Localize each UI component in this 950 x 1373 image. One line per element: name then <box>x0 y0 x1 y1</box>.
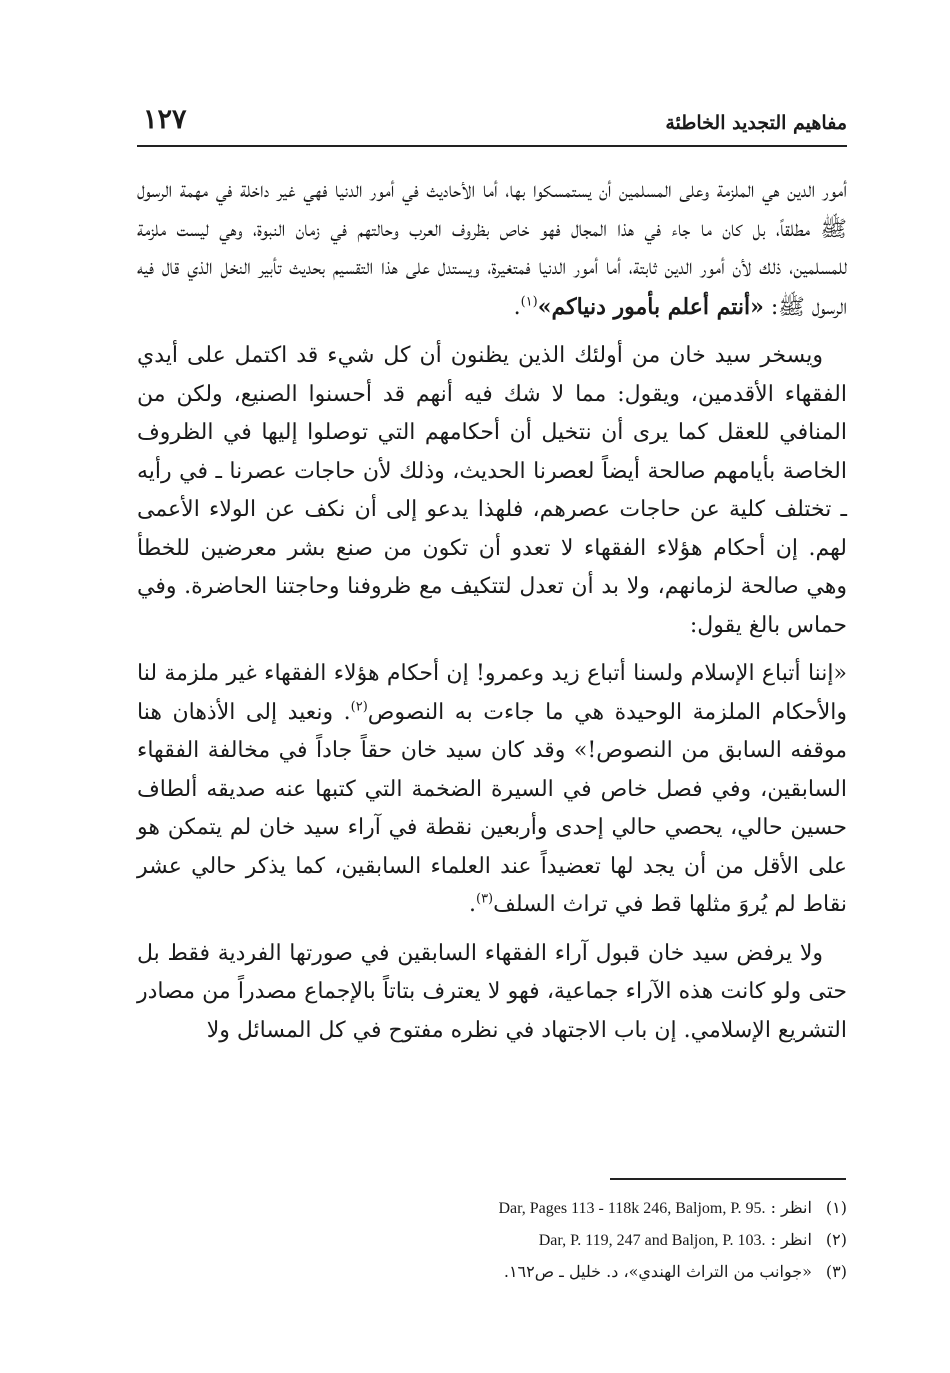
page-header <box>133 104 847 144</box>
footnote-number: (٢) <box>825 1230 847 1249</box>
footnote-1 <box>137 1192 847 1224</box>
footnote-prefix: انظر : <box>770 1198 812 1217</box>
footnote-text: «جوانب من التراث الهندي»، د. خليل ـ ص١٦٢. <box>503 1262 812 1281</box>
footnote-number: (١) <box>825 1198 847 1217</box>
running-title: مفاهيم التجديد الخاطئة <box>665 112 847 134</box>
paragraph-1-end: . <box>513 294 521 320</box>
footnote-prefix: انظر : <box>770 1230 812 1249</box>
paragraph-2 <box>137 337 847 645</box>
footnote-divider <box>610 1178 846 1180</box>
page-number: ١٢٧ <box>143 104 187 135</box>
paragraph-3-part-2: . ونعيد إلى الأذهان هنا موقفه السابق من النصوص!» وقد كان سيد خان حقاً جاداً في مخالفة الفقهاء السابقين، وفي فصل خاص في السيرة الضخمة التي كتبها عنه صديقه ألطاف حسين حالي، يحصي حالي إحدى وأربعين نقطة في آراء سيد خان لم يتمكن هو على الأقل من أن يجد لها تعضيداً عند العلماء السابقين، كما يذكر حالي عشر نقاط لم يُروَ مثلها قط في تراث السلف <box>137 699 847 917</box>
paragraph-2-text: ويسخر سيد خان من أولئك الذين يظنون أن كل شيء قد اكتمل على أيدي الفقهاء الأقدمين، ويقول: مما لا شك فيه أنهم قد أحسنوا الصنيع، ولكن من المنافي للعقل كما يرى أن نتخيل أن أحكامهم التي توصلوا إليها في الظروف الخاصة بأيامهم صالحة أيضاً لعصرنا الحديث، وذلك لأن حاجات عصرنا ـ في رأيه ـ تختلف كلية عن حاجات عصرهم، فلهذا يدعو إلى أن نكف عن الولاء الأعمى لهم. إن أحكام هؤلاء الفقهاء لا تعدو أن تكون من صنع بشر معرضين للخطأ وهي صالحة لزمانهم، ولا بد أن تعدل لتتكيف مع ظروفنا وحاجتنا الحاضرة. وفي حماس بالغ يقول: <box>137 343 847 638</box>
paragraph-3 <box>137 655 847 925</box>
footnote-ref-3: (٣) <box>475 891 494 907</box>
footnote-ref-1: (١) <box>520 294 538 310</box>
footnote-3 <box>137 1256 847 1288</box>
paragraph-1-text: أمور الدين هي الملزمة وعلى المسلمين أن يستمسكوا بها، أما الأحاديث في أمور الدنيا فهي غير داخلة في مهمة الرسول ﷺ مطلقاً، بل كان ما جاء في هذا المجال فهو خاص بظروف العرب وحالتهم في زمان النبوة، وهي ليست ملزمة للمسلمين، ذلك لأن أمور الدين ثابتة، أما أمور الدنيا فمتغيرة، ويستدل على هذا التقسيم بحديث تأبير النخل الذي قال فيه الرسول ﷺ: <box>137 178 847 320</box>
body-text <box>137 172 847 1060</box>
hadith-quote: «أنتم أعلم بأمور دنياكم» <box>537 293 764 320</box>
footnote-2 <box>137 1224 847 1256</box>
paragraph-4-text: ولا يرفض سيد خان قبول آراء الفقهاء السابقين في صورتها الفردية فقط بل حتى ولو كانت هذه الآراء جماعية، فهو لا يعترف بتاتاً بالإجماع مصدراً من مصادر التشريع الإسلامي. إن باب الاجتهاد في نظره مفتوح في كل المسائل ولا <box>137 940 847 1043</box>
paragraph-3-part-1: «إننا أتباع الإسلام ولسنا أتباع زيد وعمرو! إن أحكام هؤلاء الفقهاء غير ملزمة لنا والأحكام الملزمة الوحيدة هي ما جاءت به النصوص <box>137 661 847 725</box>
paragraph-1 <box>137 172 847 327</box>
footnote-text: Dar, Pages 113 - 118k 246, Baljom, P. 95. <box>498 1200 766 1217</box>
footnote-ref-2: (٢) <box>350 699 368 715</box>
header-divider <box>137 145 847 147</box>
footnote-number: (٣) <box>825 1262 847 1281</box>
paragraph-4 <box>137 935 847 1051</box>
paragraph-3-end: . <box>468 892 476 917</box>
footnotes <box>137 1192 847 1288</box>
footnote-text: Dar, P. 119, 247 and Baljon, P. 103. <box>538 1232 766 1249</box>
